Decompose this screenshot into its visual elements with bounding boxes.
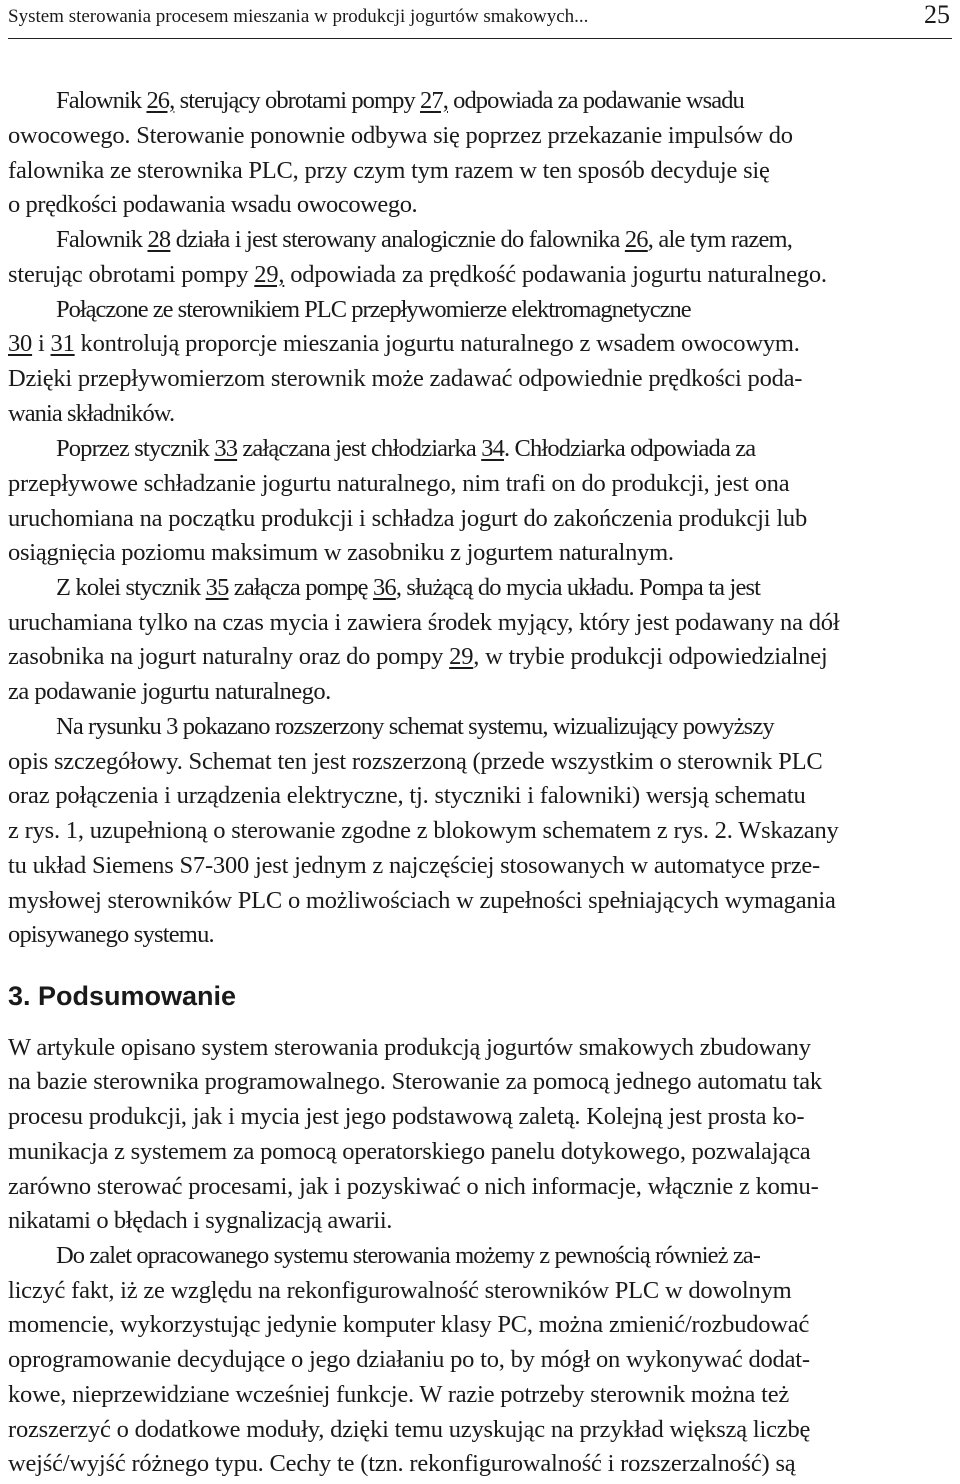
text-line-content	[8, 502, 960, 536]
text-segment: opis szczegółowy. Schemat ten jest rozszerzoną (przede wszystkim o sterownik PLC	[8, 748, 823, 775]
text-line-content	[8, 814, 960, 848]
text-segment: działa i jest sterowany analogicznie do falownika	[170, 226, 625, 253]
text-segment: owocowego. Sterowanie ponownie odbywa się poprzez przekazanie impulsów do	[8, 122, 793, 149]
text-line-content	[56, 223, 960, 257]
text-segment: przepływowe schładzanie jogurtu naturalnego, nim trafi on do produkcji, jest ona	[8, 470, 790, 497]
text-line	[8, 918, 960, 952]
text-line	[8, 154, 960, 188]
reference-number: 33	[214, 435, 238, 462]
text-line	[8, 502, 960, 536]
text-line-content	[8, 258, 960, 292]
text-segment: Falownik	[56, 87, 147, 114]
text-segment: opisywanego systemu.	[8, 921, 214, 948]
text-line	[8, 536, 960, 570]
reference-number: 29,	[254, 261, 285, 288]
text-line	[8, 675, 960, 709]
text-segment: wania składników.	[8, 400, 175, 427]
text-line-content	[8, 188, 960, 222]
section-heading: 3. Podsumowanie	[8, 981, 237, 1011]
text-segment: momencie, wykorzystując jedynie komputer klasy PC, można zmienić/rozbudować	[8, 1311, 810, 1338]
text-segment: wejść/wyjść różnego typu. Cechy te (tzn. rekonfigurowalność i rozszerzalność) są	[8, 1450, 796, 1477]
text-line-content	[8, 1031, 960, 1065]
text-line-content	[56, 84, 960, 118]
header-title: System sterowania procesem mieszania w produkcji jogurtów smakowych...	[8, 6, 589, 27]
text-line	[8, 1031, 960, 1065]
text-segment: uruchamiana tylko na czas mycia i zawiera środek myjący, który jest podawany na dół	[8, 609, 840, 636]
text-segment: sterując obrotami pompy	[8, 261, 255, 288]
text-segment: Poprzez stycznik	[56, 435, 215, 462]
text-line	[8, 1274, 960, 1308]
text-segment: kowe, nieprzewidziane wcześniej funkcje. W razie potrzeby sterownik można też	[8, 1381, 790, 1408]
text-line	[8, 1343, 960, 1377]
text-line	[56, 571, 960, 605]
text-line	[8, 397, 960, 431]
text-line-content	[8, 467, 960, 501]
text-line-content	[8, 1135, 960, 1169]
text-line	[56, 293, 960, 327]
text-line-content	[8, 745, 960, 779]
text-line-content	[8, 884, 960, 918]
text-line-content	[8, 1378, 960, 1412]
text-line-content	[8, 675, 960, 709]
text-segment: załącza pompę	[228, 574, 373, 601]
text-segment: rozszerzyć o dodatkowe moduły, dzięki temu uzyskując na przykład większą liczbę	[8, 1416, 811, 1443]
reference-number: 34	[481, 435, 504, 462]
text-line	[56, 223, 960, 257]
text-line	[8, 779, 960, 813]
text-line-content	[56, 710, 960, 744]
text-segment: zasobnika na jogurt naturalny oraz do pompy	[8, 643, 450, 670]
text-segment: . Chłodziarka odpowiada za	[503, 435, 756, 462]
text-line-content	[56, 1239, 960, 1273]
text-line	[8, 258, 960, 292]
text-line	[56, 432, 960, 466]
text-segment: , służącą do mycia układu. Pompa ta jest	[395, 574, 761, 601]
text-line-content	[8, 918, 960, 952]
text-segment: załączana jest chłodziarka	[237, 435, 482, 462]
text-line	[8, 745, 960, 779]
text-line-content	[56, 293, 960, 327]
text-segment: Połączone ze sterownikiem PLC przepływomierze elektromagnetyczne	[56, 296, 691, 323]
text-line	[8, 327, 960, 361]
reference-number: 27,	[420, 87, 448, 114]
text-segment: mysłowej sterowników PLC o możliwościach w zupełności spełniających wymagania	[8, 887, 836, 914]
text-line	[8, 467, 960, 501]
text-line	[8, 640, 960, 674]
text-segment: nikatami o błędach i sygnalizacją awarii.	[8, 1207, 393, 1234]
text-line	[8, 1100, 960, 1134]
text-segment: Do zalet opracowanego systemu sterowania możemy z pewnością również za-	[56, 1242, 761, 1269]
text-segment: , ale tym razem,	[647, 226, 793, 253]
text-line-content	[8, 640, 960, 674]
text-line	[8, 1447, 960, 1481]
text-line	[8, 1135, 960, 1169]
text-segment: liczyć fakt, iż ze względu na rekonfigurowalność sterowników PLC w dowolnym	[8, 1277, 792, 1304]
text-line-content	[8, 1447, 960, 1481]
reference-number: 28	[147, 226, 171, 253]
text-segment: munikacja z systemem za pomocą operatorskiego panelu dotykowego, pozwalająca	[8, 1138, 811, 1165]
page-number: 25	[924, 0, 950, 29]
text-segment: tu układ Siemens S7-300 jest jednym z najczęściej stosowanych w automatyce prze-	[8, 852, 820, 879]
text-segment: falownika ze sterownika PLC, przy czym tym razem w ten sposób decyduje się	[8, 157, 770, 184]
text-line-content	[8, 606, 960, 640]
text-line	[8, 1204, 960, 1238]
reference-number: 26	[624, 226, 648, 253]
text-line-content	[8, 1204, 960, 1238]
text-line	[56, 84, 960, 118]
text-segment: odpowiada za podawanie wsadu	[447, 87, 744, 114]
text-line-content	[8, 1100, 960, 1134]
text-line-content	[8, 536, 960, 570]
text-line	[8, 1308, 960, 1342]
text-line	[8, 1065, 960, 1099]
text-line-content	[8, 1413, 960, 1447]
text-segment: z rys. 1, uzupełnioną o sterowanie zgodne z blokowym schematem z rys. 2. Wskazany	[8, 817, 839, 844]
text-segment: Falownik	[56, 226, 148, 253]
text-segment: Dzięki przepływomierzom sterownik może zadawać odpowiednie prędkości poda-	[8, 365, 803, 392]
text-line-content	[8, 1170, 960, 1204]
reference-number: 31	[50, 330, 75, 357]
text-line	[8, 362, 960, 396]
text-line-content	[8, 849, 960, 883]
reference-number: 35	[205, 574, 229, 601]
reference-number: 26,	[146, 87, 175, 114]
text-line	[8, 1378, 960, 1412]
text-line-content	[56, 432, 960, 466]
text-segment: Na rysunku 3 pokazano rozszerzony schemat systemu, wizualizujący powyższy	[56, 713, 774, 740]
text-line	[8, 188, 960, 222]
text-line-content	[8, 154, 960, 188]
text-line-content	[8, 119, 960, 153]
text-segment: na bazie sterownika programowalnego. Sterowanie za pomocą jednego automatu tak	[8, 1068, 822, 1095]
text-line	[8, 119, 960, 153]
text-segment: kontrolują proporcje mieszania jogurtu naturalnego z wsadem owocowym.	[74, 330, 800, 357]
text-segment: , w trybie produkcji odpowiedzialnej	[473, 643, 828, 670]
text-line-content	[8, 397, 960, 431]
text-line	[8, 1413, 960, 1447]
text-line	[56, 710, 960, 744]
text-segment: sterujący obrotami pompy	[174, 87, 421, 114]
text-line	[8, 1170, 960, 1204]
text-segment: odpowiada za prędkość podawania jogurtu naturalnego.	[284, 261, 827, 288]
reference-number: 36	[372, 574, 396, 601]
text-line	[56, 1239, 960, 1273]
text-line-content	[8, 327, 960, 361]
running-header	[8, 0, 952, 39]
text-line	[8, 606, 960, 640]
text-segment: osiągnięcia poziomu maksimum w zasobniku z jogurtem naturalnym.	[8, 539, 674, 566]
text-segment: oraz połączenia i urządzenia elektryczne, tj. styczniki i falowniki) wersją schematu	[8, 782, 806, 809]
reference-number: 30	[8, 330, 33, 357]
text-line	[8, 849, 960, 883]
text-line-content	[8, 1308, 960, 1342]
text-segment: o prędkości podawania wsadu owocowego.	[8, 191, 418, 218]
text-segment: i	[32, 330, 51, 357]
text-line-content	[8, 1065, 960, 1099]
text-line	[8, 884, 960, 918]
text-line-content	[8, 362, 960, 396]
text-line	[8, 814, 960, 848]
text-line-content	[56, 571, 960, 605]
text-line-content	[8, 1274, 960, 1308]
text-segment: procesu produkcji, jak i mycia jest jego podstawową zaletą. Kolejną jest prosta ko-	[8, 1103, 805, 1130]
text-line-content	[8, 1343, 960, 1377]
text-line-content	[8, 779, 960, 813]
text-segment: zarówno sterować procesami, jak i pozyskiwać o nich informacje, włącznie z komu-	[8, 1173, 819, 1200]
reference-number: 29	[449, 643, 474, 670]
text-segment: Z kolei stycznik	[56, 574, 206, 601]
text-segment: oprogramowanie decydujące o jego działaniu po to, by mógł on wykonywać dodat-	[8, 1346, 810, 1373]
text-segment: za podawanie jogurtu naturalnego.	[8, 678, 331, 705]
text-segment: W artykule opisano system sterowania produkcją jogurtów smakowych zbudowany	[8, 1034, 811, 1061]
text-segment: uruchomiana na początku produkcji i schładza jogurt do zakończenia produkcji lub	[8, 505, 808, 532]
